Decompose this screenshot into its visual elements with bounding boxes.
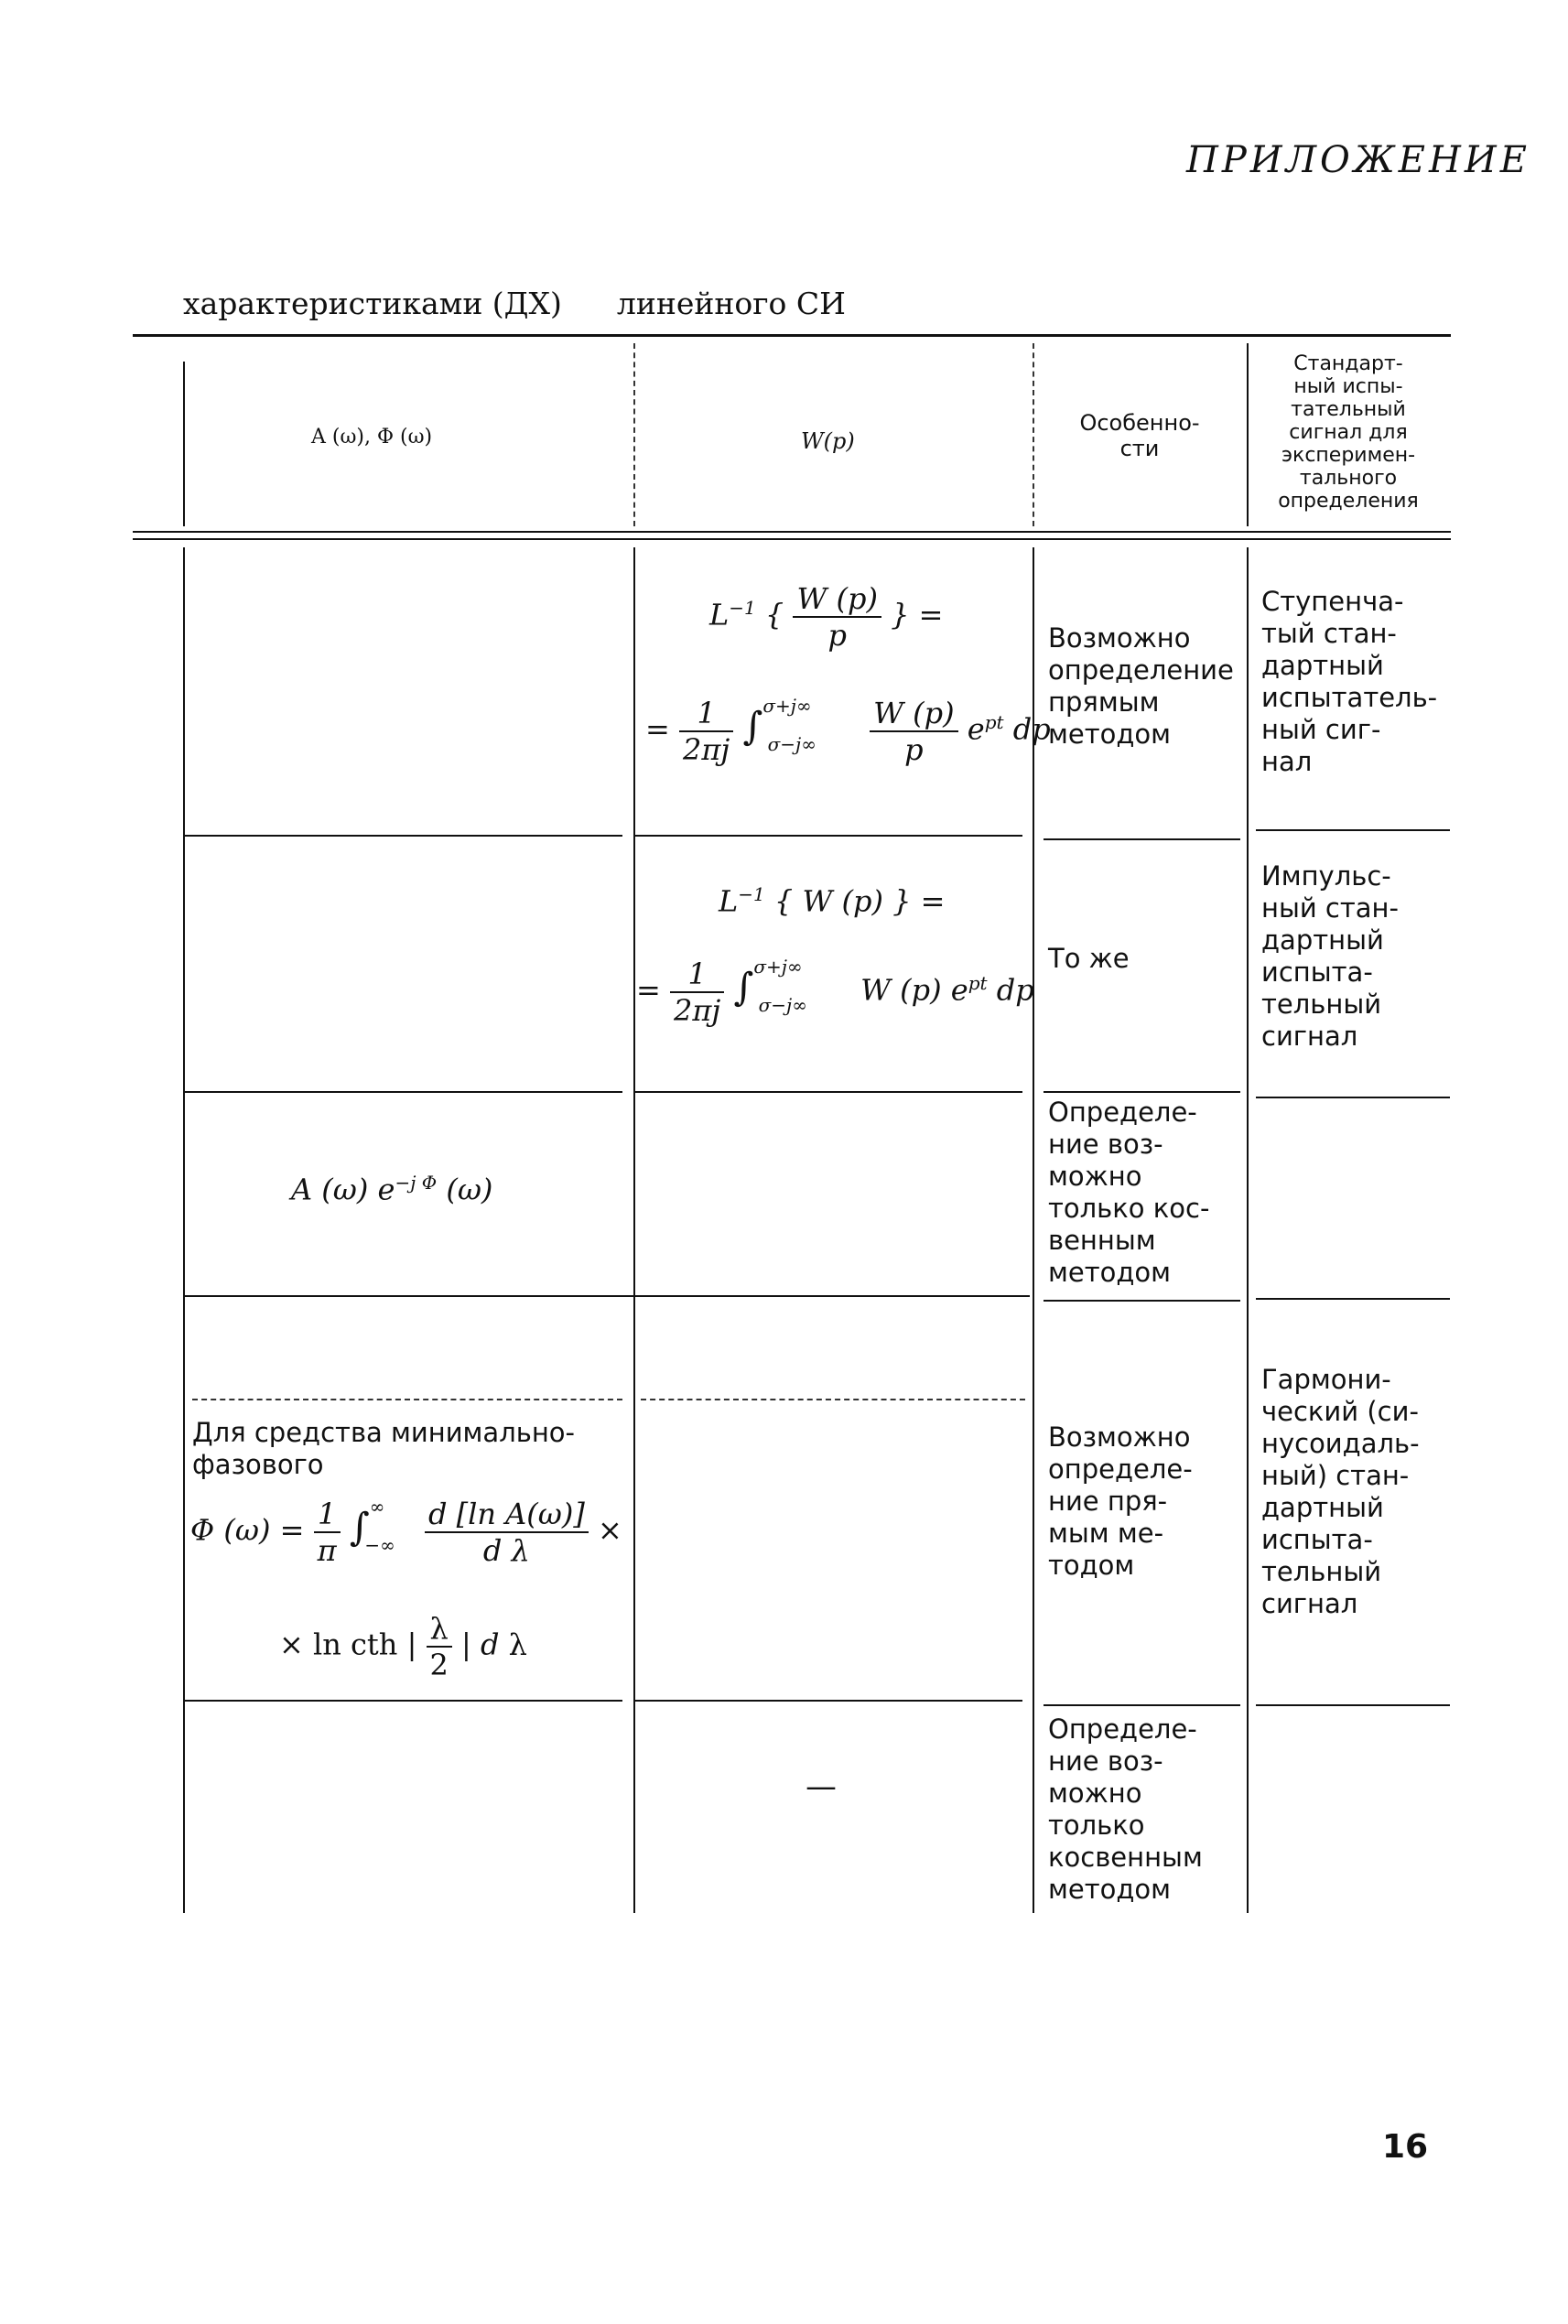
appendix-title: ПРИЛОЖЕНИЕ	[1186, 139, 1530, 181]
dashed-rule	[192, 1399, 622, 1400]
page-number: 16	[1382, 2128, 1429, 2166]
row-rule	[1256, 829, 1450, 831]
row-rule	[183, 1700, 622, 1702]
col-divider	[1247, 547, 1249, 1913]
row-rule	[1256, 1097, 1450, 1098]
wp-formula-2: $L^{-1}$ { W (p) } =	[719, 883, 946, 919]
row-rule	[183, 1091, 622, 1093]
row-rule	[1256, 1298, 1450, 1300]
a-formula-3: A (ω) $e^{-j \Phi}$ (ω)	[291, 1172, 493, 1207]
col-divider	[183, 362, 185, 526]
wp-dash-row-5: —	[806, 1768, 837, 1805]
header-rule-1	[133, 531, 1451, 533]
wp-formula-1b: = $\frac{1}{2\pi j}$ ∫$^{\sigma+j\infty}_{\sigma-j\infty}$ $\frac{W (p)}{p}$ $e^{pt}$ dp	[645, 694, 1051, 767]
wp-formula-1: $L^{-1}$ { $\frac{W (p)}{p}$ } =	[709, 581, 944, 653]
row-rule	[1044, 838, 1240, 840]
table-caption	[183, 286, 846, 321]
header-rule-2	[133, 538, 1451, 540]
phi-formula-cont: × ln cth | $\frac{\lambda}{2}$ | d λ	[279, 1611, 527, 1682]
row-rule	[633, 835, 1022, 837]
table-top-rule	[133, 334, 1451, 337]
row-rule	[1044, 1300, 1240, 1302]
col-divider	[1247, 343, 1249, 526]
feature-row-2: То же	[1048, 943, 1130, 974]
col-divider	[183, 547, 185, 1913]
header-col4: Стандарт- ный испы- тательный сигнал для эксперимен- тального определения	[1278, 352, 1419, 513]
a-text-row-4: Для средства минимально- фазового	[192, 1417, 575, 1480]
phi-formula: Φ (ω) = $\frac{1}{\pi}$ $\int^\infty_{-\infty}$ $\frac{\text{d [ln A(ω)]}}{\text{d λ}}$ ×	[190, 1495, 622, 1568]
row-rule	[183, 835, 622, 837]
signal-row-4: Гармони- ческий (си- нусоидаль- ный) стан- дартный испыта- тельный сигнал	[1261, 1364, 1420, 1619]
col-divider	[633, 343, 635, 526]
dashed-rule	[641, 1399, 1025, 1400]
row-rule	[633, 1091, 1022, 1093]
row-rule	[1044, 1704, 1240, 1706]
row-rule	[633, 1700, 1022, 1702]
row-rule	[1256, 1704, 1450, 1706]
header-col3: Особенно- сти	[1079, 410, 1200, 461]
signal-row-1: Ступенча- тый стан- дартный испытатель- ный сиг- нал	[1261, 586, 1438, 777]
feature-row-3: Определе- ние воз- можно только кос- венным методом	[1048, 1097, 1210, 1288]
caption-left: характеристиками (ДХ)	[183, 286, 562, 321]
header-col2: W(p)	[801, 428, 855, 454]
col-divider	[633, 547, 635, 1913]
row-rule	[1044, 1091, 1240, 1093]
wp-formula-2b: = $\frac{1}{2\pi j}$ ∫$^{\sigma+j\infty}_{\sigma-j\infty}$ W (p) $e^{pt}$ dp	[636, 955, 1034, 1028]
feature-row-4: Возможно определе- ние пря- мым ме- тодом	[1048, 1421, 1193, 1581]
caption-right: линейного СИ	[616, 286, 846, 321]
signal-row-2: Импульс- ный стан- дартный испыта- тельный сигнал	[1261, 860, 1399, 1052]
feature-row-1: Возможно определение прямым методом	[1048, 622, 1234, 750]
row-rule	[183, 1295, 1030, 1297]
header-col1: A (ω), Φ (ω)	[311, 426, 433, 449]
feature-row-5: Определе- ние воз- можно только косвенным методом	[1048, 1713, 1203, 1905]
col-divider	[1033, 343, 1034, 526]
